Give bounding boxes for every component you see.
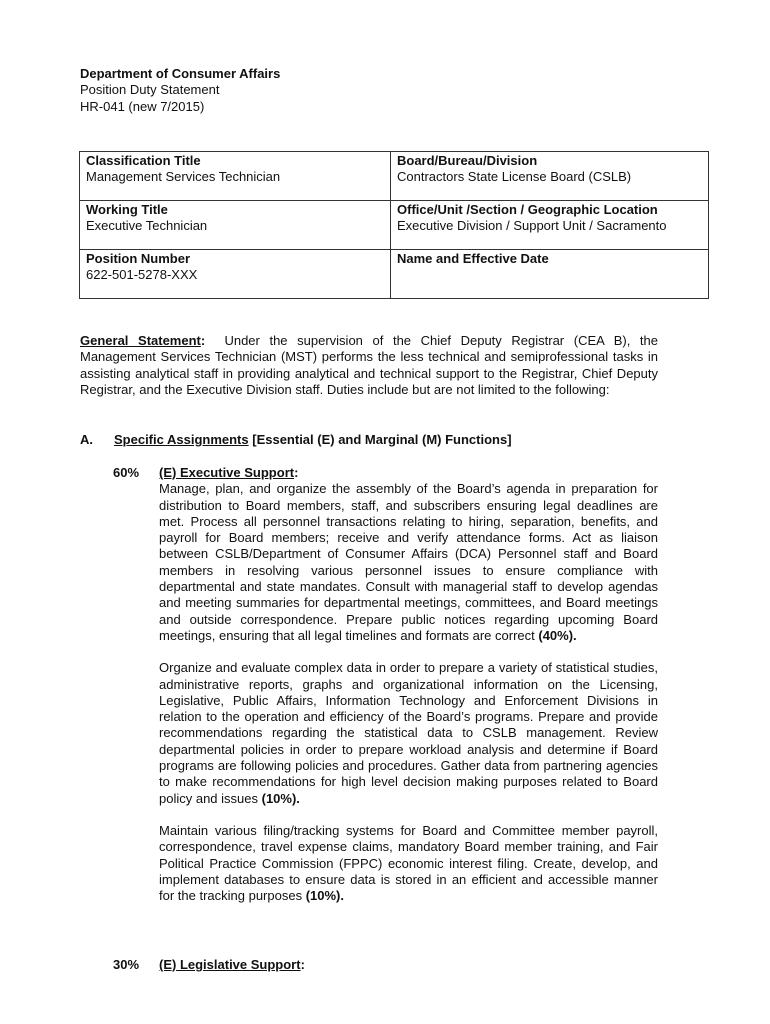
position-number-cell xyxy=(80,250,391,299)
duty-block-executive-support: (E) Executive Support: Manage, plan, and organize the assembly of the Board’s agenda in preparation for distribution to Board members, staff, and subscribers ensuring legal deadlines are met. Process all personnel transactions relating to hiring, separation, benefits, and payroll for Board members; receive and verify attendance forms. Act as liaison between CSLB/Department of Consumer Affairs (DCA) Personnel staff and Board members in resolving various personnel issues to ensure compliance with departmental and state mandates. Consult with managerial staff to develop agendas and meeting summaries for departmental meetings, committees, and Board meetings and outside correspondence. Prepare public notices regarding upcoming Board meetings, ensuring that all legal timelines and formats are correct (40%). Organize and evaluate complex data in order to prepare a variety of statistical studies, administrative reports, graphs and organizational information on the Licensing, Legislative, Public Affairs, Information Technology and Enforcement Divisions in relation to the operation and efficiency of the Board’s programs. Prepare and provide recommendations regarding the statistical data to CSLB management. Review departmental policies in order to prepare workload analysis and determine if Board programs are following policies and procedures. Gather data from partnering agencies to make recommendations for high level decision making purposes related to Board policy and issues (10%). Maintain various filing/tracking systems for Board and Committee member payroll, correspondence, travel expense claims, mandatory Board member training, and Fair Political Practice Commission (FPPC) economic interest filing. Create, develop, and implement databases to ensure data is stored in an efficient and accessible manner for the tracking purposes (10%). xyxy=(159,465,658,904)
general-statement-label: General Statement xyxy=(80,333,201,348)
classification-cell xyxy=(80,152,391,201)
document-type: Position Duty Statement xyxy=(80,82,220,98)
working-title-label: Working Title xyxy=(86,202,168,217)
duty-percent: 60% xyxy=(113,465,140,480)
duty-paragraph: Manage, plan, and organize the assembly of the Board’s agenda in preparation for distribution to Board members, staff, and subscribers ensuring legal deadlines are met. Process all personnel transactions relating to hiring, separation, benefits, and payroll for Board members; receive and verify attendance forms. Act as liaison between CSLB/Department of Consumer Affairs (DCA) Personnel staff and Board members in resolving various personnel issues to ensure compliance with departmental and state mandates. Consult with managerial staff to develop agendas and meeting summaries for departmental meetings, committees, and Board meetings and outside correspondence. Prepare public notices regarding upcoming Board meetings, ensuring that all legal timelines and formats are correct (40%). xyxy=(159,481,658,643)
duty-share: (10%). xyxy=(305,888,344,904)
working-title-value: Executive Technician xyxy=(86,218,208,234)
board-cell xyxy=(391,152,709,201)
duty-title: (E) Legislative Support xyxy=(159,957,301,972)
position-number-label: Position Number xyxy=(86,251,191,266)
office-cell xyxy=(391,201,709,250)
general-statement-text: Under the supervision of the Chief Deputy Registrar (CEA B), the Management Services Technician (MST) performs the less technical and semiprofessional tasks in assisting analytical staff in providing analytical and technical support to the Registrar, Chief Deputy Registrar, and the Executive Division staff. Duties include but are not limited to the following: xyxy=(80,333,658,397)
position-info-table xyxy=(79,151,709,299)
classification-value: Management Services Technician xyxy=(86,169,281,185)
name-date-label: Name and Effective Date xyxy=(397,251,549,266)
table-row xyxy=(80,201,709,250)
board-label: Board/Bureau/Division xyxy=(397,153,538,168)
department-name: Department of Consumer Affairs xyxy=(80,66,281,81)
board-value: Contractors State License Board (CSLB) xyxy=(397,169,632,185)
duty-title: (E) Executive Support xyxy=(159,465,295,480)
section-title: Specific Assignments xyxy=(114,432,249,447)
duty-share: (40%). xyxy=(538,627,577,643)
duty-percent: 30% xyxy=(113,957,140,972)
document-header xyxy=(80,66,280,115)
working-title-cell xyxy=(80,201,391,250)
section-a-heading xyxy=(80,432,512,448)
name-date-cell xyxy=(391,250,709,299)
duty-block-legislative-support: (E) Legislative Support: xyxy=(159,957,305,972)
section-subtitle: [Essential (E) and Marginal (M) Functions] xyxy=(248,432,512,447)
table-row xyxy=(80,152,709,201)
office-value: Executive Division / Support Unit / Sacramento xyxy=(397,218,667,234)
duty-share: (10%). xyxy=(261,790,300,806)
table-row xyxy=(80,250,709,299)
section-letter: A. xyxy=(80,432,93,447)
general-statement: General Statement: Under the supervision of the Chief Deputy Registrar (CEA B), the Management Services Technician (MST) performs the less technical and semiprofessional tasks in assisting analytical staff in providing analytical and technical support to the Registrar, Chief Deputy Registrar, and the Executive Division staff. Duties include but are not limited to the following: xyxy=(80,333,658,397)
office-label: Office/Unit /Section / Geographic Location xyxy=(397,202,658,217)
duty-paragraph: Maintain various filing/tracking systems for Board and Committee member payroll, correspondence, travel expense claims, mandatory Board member training, and Fair Political Practice Commission (FPPC) economic interest filing. Create, develop, and implement databases to ensure data is stored in an efficient and accessible manner for the tracking purposes (10%). xyxy=(159,822,658,904)
classification-label: Classification Title xyxy=(86,153,201,168)
form-code: HR-041 (new 7/2015) xyxy=(80,98,205,114)
duty-paragraph: Organize and evaluate complex data in order to prepare a variety of statistical studies, administrative reports, graphs and organizational information on the Licensing, Legislative, Public Affairs, Information Technology and Enforcement Divisions in relation to the operation and efficiency of the Board’s programs. Prepare and provide recommendations regarding the statistical data to CSLB management. Review departmental policies in order to prepare workload analysis and determine if Board programs are following policies and procedures. Gather data from partnering agencies to make recommendations for high level decision making purposes related to Board policy and issues (10%). xyxy=(159,660,658,806)
position-number-value: 622-501-5278-XXX xyxy=(86,267,198,283)
